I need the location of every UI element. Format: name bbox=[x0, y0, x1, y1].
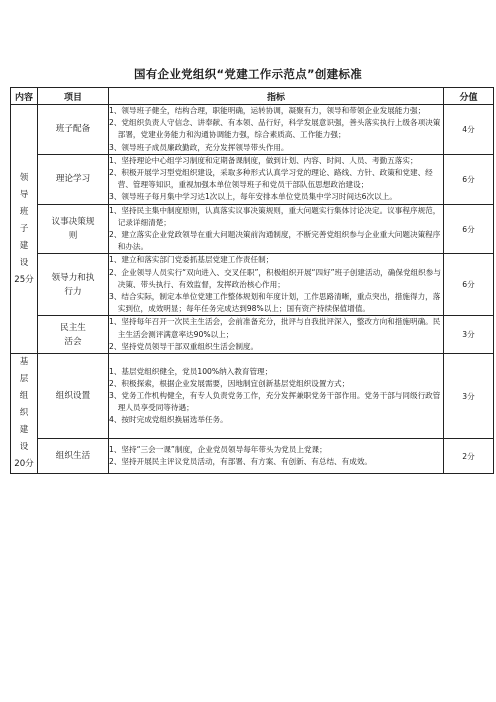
table-row bbox=[11, 439, 494, 474]
item-cell: 组织生活 bbox=[38, 439, 109, 474]
item-cell: 民主生活会 bbox=[38, 316, 109, 354]
table-row bbox=[11, 204, 494, 254]
indicator-line: 1、基层党组织健全，党员100%纳入教育管理； bbox=[109, 366, 273, 376]
indicator-line: 3、党务工作机构健全，有专人负责党务工作，充分发挥兼职党务干部作用。党务干部与同级行政管理人员享受同等待遇； bbox=[109, 391, 441, 413]
indicator-line: 2、企业领导人员实行“双向进入、交叉任职”，积极组织开展“四好”班子创建活动，确保党组织参与决策、带头执行、有效监督，发挥政治核心作用； bbox=[109, 267, 441, 289]
table-row bbox=[11, 354, 494, 439]
indicator-line: 2、积极开展学习型党组织建设，采取多种形式认真学习党的理论、路线、方针、政策和党建、经营、管理等知识，重视加强本单位领导班子和党员干部队伍思想政治建设； bbox=[109, 168, 433, 190]
indicator-line: 3、领导班子每月集中学习达1次以上，每年安排本单位党员集中学习时间达6次以上。 bbox=[109, 192, 397, 202]
indicator-line: 2、党组织负责人守信念、讲奉献、有本领、品行好，科学发展意识强，善头落实执行上级各项决策部署，党建业务能力和沟通协调能力强，综合素质高、工作能力强； bbox=[109, 118, 441, 140]
indicator-line: 2、建立落实企业党政领导在重大问题决策前沟通制度，不断完善党组织参与企业重大问题决策程序和办法。 bbox=[109, 230, 441, 252]
page-title: 国有企业党组织“党建工作示范点”创建标准 bbox=[133, 67, 363, 81]
header-content: 内容 bbox=[11, 88, 38, 105]
indicator-line: 1、坚持理论中心组学习制度和定期备课制度，做到计划、内容、时间、人员、考勤五落实； bbox=[109, 155, 418, 165]
standards-table bbox=[10, 87, 494, 474]
header-item: 项目 bbox=[38, 88, 109, 105]
item-cell: 领导力和执行力 bbox=[38, 254, 109, 316]
table-row bbox=[11, 316, 494, 354]
table-header-row bbox=[11, 88, 494, 105]
indicator-line: 3、领导班子成员廉政勤政，充分发挥领导带头作用。 bbox=[109, 142, 289, 152]
score-cell: 6分 bbox=[444, 254, 494, 316]
header-indicator: 指标 bbox=[109, 88, 444, 105]
score-cell: 4分 bbox=[444, 105, 494, 155]
indicator-line: 1、坚持每年召开一次民主生活会，会前准备充分，批评与自我批评深入，整改方向和措施明确。民主生活会测评满意率达90%以上； bbox=[109, 317, 441, 339]
table-row bbox=[11, 154, 494, 204]
item-cell: 组织设置 bbox=[38, 354, 109, 439]
indicator-line: 1、建立和落实部门党委抓基层党建工作责任制； bbox=[109, 255, 274, 265]
indicator-line: 1、坚持“三会一课”制度，企业党员领导每年带头为党员上党课； bbox=[109, 444, 327, 454]
indicator-cell bbox=[109, 439, 444, 474]
indicator-line: 2、积极探索，根据企业发展需要，因地制宜创新基层党组织设置方式； bbox=[109, 378, 350, 388]
table-row bbox=[11, 254, 494, 316]
indicator-line: 2、坚持开展民主评议党员活动，有部署、有方案、有创新、有总结、有成效。 bbox=[109, 457, 373, 467]
table-row bbox=[11, 105, 494, 155]
indicator-cell bbox=[109, 154, 444, 204]
indicator-line: 2、坚持党员领导干部双重组织生活会制度。 bbox=[109, 341, 259, 351]
indicator-line: 1、领导班子健全，结构合理，职能明确，运转协调，凝聚有力，领导和带领企业发展能力强； bbox=[109, 106, 426, 115]
score-cell: 3分 bbox=[444, 316, 494, 354]
indicator-cell bbox=[109, 354, 444, 439]
content-cell-leadership: 领 导 班 子 建 设 25分 bbox=[11, 105, 38, 354]
indicator-cell bbox=[109, 204, 444, 254]
score-cell: 6分 bbox=[444, 154, 494, 204]
item-cell: 理论学习 bbox=[38, 154, 109, 204]
indicator-cell bbox=[109, 254, 444, 316]
indicator-line: 4、按时完成党组织换届选举任务。 bbox=[109, 415, 228, 425]
item-cell: 议事决策规则 bbox=[38, 204, 109, 254]
score-cell: 6分 bbox=[444, 204, 494, 254]
indicator-cell bbox=[109, 316, 444, 354]
indicator-line: 3、结合实际，制定本单位党建工作整体规划和年度计划，工作思路清晰，重点突出，措施得力，落实到位，成效明显；每年任务完成达到98%以上；国有资产持续保值增值。 bbox=[109, 292, 441, 314]
header-score: 分值 bbox=[444, 88, 494, 105]
content-cell-grassroots: 基 层 组 织 建 设 20分 bbox=[11, 354, 38, 474]
indicator-line: 1、坚持民主集中制度原则，认真落实议事决策规则，重大问题实行集体讨论决定。议事程序规范，记录详细清楚； bbox=[109, 205, 441, 227]
score-cell: 3分 bbox=[444, 354, 494, 439]
item-cell: 班子配备 bbox=[38, 105, 109, 155]
indicator-cell bbox=[109, 105, 444, 155]
score-cell: 2分 bbox=[444, 439, 494, 474]
